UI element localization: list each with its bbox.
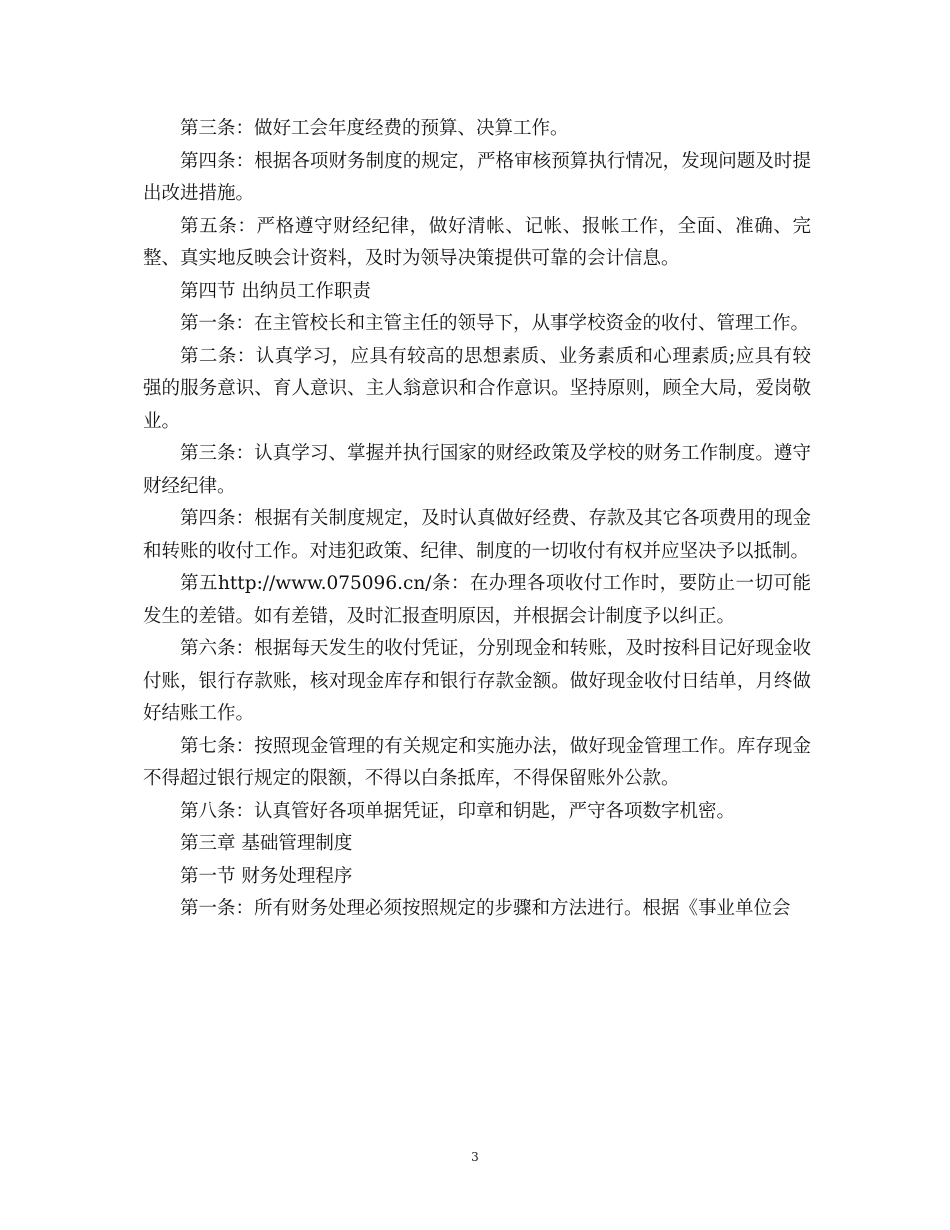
section-heading: 第一节 财务处理程序 — [180, 865, 353, 887]
page-number: 3 — [471, 1150, 479, 1164]
paragraph: 第六条：根据每天发生的收付凭证，分别现金和转账，及时按科目记好现金收付账，银行存款账，核对现金库存和银行存款金额。做好现金收付日结单，月终做好结账工作。 — [143, 638, 811, 724]
paragraph: 第一条：在主管校长和主管主任的领导下，从事学校资金的收付、管理工作。 — [180, 313, 810, 334]
chapter-heading: 第三章 基础管理制度 — [180, 833, 353, 854]
paragraph: 第七条：按照现金管理的有关规定和实施办法，做好现金管理工作。库存现金不得超过银行规定的限额，不得以白条抵库，不得保留账外公款。 — [143, 735, 811, 789]
paragraph: 第五http://www.075096.cn/条：在办理各项收付工作时，要防止一切可能发生的差错。如有差错，及时汇报查明原因，并根据会计制度予以纠正。 — [143, 573, 811, 627]
paragraph: 第五条：严格遵守财经纪律，做好清帐、记帐、报帐工作，全面、准确、完整、真实地反映会计资料，及时为领导决策提供可靠的会计信息。 — [143, 215, 811, 269]
paragraph: 第四条：根据各项财务制度的规定，严格审核预算执行情况，发现问题及时提出改进措施。 — [143, 150, 811, 204]
document-body — [143, 113, 811, 926]
paragraph: 第三条：认真学习、掌握并执行国家的财经政策及学校的财务工作制度。遵守财经纪律。 — [143, 443, 811, 497]
paragraph: 第四条：根据有关制度规定，及时认真做好经费、存款及其它各项费用的现金和转账的收付工作。对违犯政策、纪律、制度的一切收付有权并应坚决予以抵制。 — [143, 508, 811, 562]
paragraph: 第八条：认真管好各项单据凭证，印章和钥匙，严守各项数字机密。 — [180, 800, 736, 822]
paragraph: 第二条：认真学习，应具有较高的思想素质、业务素质和心理素质;应具有较强的服务意识、育人意识、主人翁意识和合作意识。坚持原则，顾全大局，爱岗敬业。 — [143, 345, 811, 432]
section-heading: 第四节 出纳员工作职责 — [180, 280, 371, 302]
paragraph: 第三条：做好工会年度经费的预算、决算工作。 — [180, 118, 569, 139]
paragraph: 第一条：所有财务处理必须按照规定的步骤和方法进行。根据《事业单位会 — [180, 898, 791, 919]
